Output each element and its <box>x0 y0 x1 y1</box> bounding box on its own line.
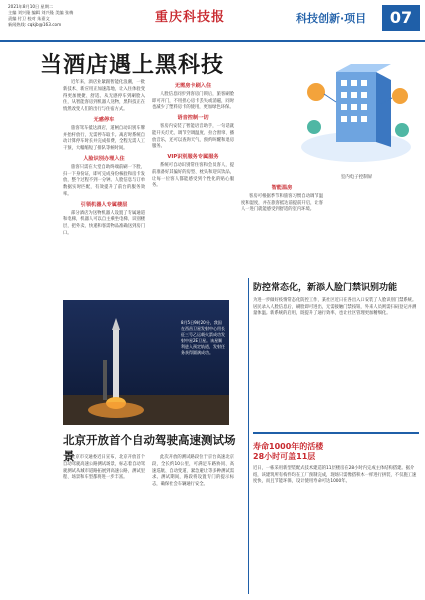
subhead-smart-temp: 智能温房 <box>271 185 293 191</box>
smart-hotel-illustration <box>296 52 417 180</box>
subhead-voice: 语音控制一切 <box>177 115 209 122</box>
article-column-3 <box>241 182 323 215</box>
body-no-card: 人脸信息同步到客房门锁后，旅客刷脸即可开门，不用担心房卡丢失或消磁，同时也减少了塑料房卡的使用，更加绿色环保。 <box>152 91 234 111</box>
main-headline: 当酒店遇上黑科技 <box>40 53 225 78</box>
sidebar-face-access-title: 防控常态化，新添人脸门禁识别功能 <box>253 283 398 293</box>
news-para-1: 北京市交通委近日宣布，北京开放首个自动驾驶高速公路测试场景，标志着自动驾驶测试从城市道路拓展到高速公路，测试里程、场景和车型都将进一步丰富。 <box>63 455 145 481</box>
body-vip: 系统可自动识别常住客和会员客人，提前准备好其偏好的房型、枕头和迎宾饮品，让每一位客人都能感受到个性化的贴心服务。 <box>152 162 234 189</box>
sidebar-living-building <box>253 442 419 592</box>
rocket-caption: 8月5日9时20分，我国在西昌卫星发射中心用长征三号乙运载火箭成功发射中星2E卫星。该星顺利进入预定轨道，发射任务获得圆满成功。 <box>181 320 225 355</box>
sidebar-living-building-body: 近日，一栋采用新型装配式技术建造的11层楼房在28小时内完成主体结构搭建。据介绍，该建筑所有构件均在工厂预制完成，现场只需像搭积木一样进行拼装，不仅施工速度快，而且节能环保，设计使用寿命可达1000年。 <box>253 466 417 484</box>
newspaper-logo: 重庆科技报 <box>155 10 226 25</box>
article-column-2 <box>152 80 234 191</box>
masthead <box>0 0 425 42</box>
body-robot: 部分酒店为送物机器人设置了专属通道和电梯，机器人可以自主乘坐电梯、识别楼层，把外卖、快递和客需物品准确送到房门口。 <box>63 210 145 236</box>
rocket-launch-photo <box>63 300 229 425</box>
body-parking: 旅客驾车抵达酒店，道闸自动识别车牌并抬杆放行，无需停车取卡。离店时系统自动计算停车时长并完成扣费，全程无需人工干预，大幅缩短了排队等候时间。 <box>63 125 145 152</box>
sidebar-face-access <box>253 283 419 405</box>
subhead-robot: 引领机器人专属楼层 <box>80 201 128 208</box>
illustration-caption: 室内电子控制屏 <box>340 175 373 180</box>
subhead-face-checkin: 人脸识别办理入住 <box>83 155 125 162</box>
subhead-vip: VIP识别服务专属服务 <box>167 154 219 161</box>
sidebar-living-building-subtitle: 28小时可盖11层 <box>253 452 316 461</box>
sidebar-divider <box>253 432 419 434</box>
news-column-2 <box>152 455 234 490</box>
smart-building-icon <box>296 52 417 170</box>
subhead-no-card: 无需房卡刷入住 <box>174 83 212 89</box>
article-column-1 <box>63 80 145 239</box>
news-column-1 <box>63 455 145 483</box>
intro-text: 近年来，酒店业紧跟智能化浪潮，一批新技术、新应用正加速落地，让入住体验变得更加便捷、舒适。从无感停车到刷脸入住，从智能客房到机器人送物，黑科技正在悄然改变人们的出行与住宿方式。 <box>63 80 145 113</box>
page-number: 07 <box>382 5 420 31</box>
body-face-checkin: 旅客只需在大堂自助终端前刷一下脸、扫一下身份证，即可完成身份核验和房卡发放，整个过程不到一分钟。人脸信息与订单数据实时匹配，有效提升了前台的服务效率。 <box>63 164 145 197</box>
column-divider <box>248 278 249 594</box>
section-title: 科技创新·项目 <box>296 12 367 25</box>
subhead-parking: 无感停车 <box>93 116 115 123</box>
news-para-2: 此次开放的测试路段位于京台高速北京段，全长约10公里，可满足车路协同、高速巡航、自动变道、紧急避让等多种测试需求。测试期间，路段将设置专门的提示标志，确保社会车辆通行安全。 <box>152 455 234 488</box>
second-headline: 北京开放首个自动驾驶高速测试场景 <box>63 433 236 463</box>
masthead-meta: 2021年8月10日 星期二 主编 刘兴隆 编辑 刘兴隆 美编 张梅 责编 付卫 校对 朱嘉文 新闻热线: cqkjb@163.com <box>8 4 74 27</box>
rocket-icon <box>63 300 229 425</box>
body-voice: 客房内安装了智能语音助手，一句话就能开关灯光、调节空调温度、拉合窗帘、播放音乐，还可以查询天气、预约叫醒和退房服务。 <box>152 123 234 150</box>
sidebar-living-building-title: 寿命1000年的活楼 <box>253 442 324 451</box>
body-smart-temp: 客房可根据季节和旅客习惯自动调节温度和湿度，并在旅客抵达前提前开启，让客人一进门就能感受到舒适的室内环境。 <box>241 193 323 213</box>
sidebar-face-access-body: 为进一步做好疫情常态化防控工作，某社区近日在各出入口安装了人脸识别门禁系统。居民录入人脸信息后，刷脸即可进出，无需接触门禁按钮，外来人员则需扫码登记并测量体温。新系统的启用，既提升了通行效率，也让社区管理更加精细化。 <box>253 298 417 316</box>
